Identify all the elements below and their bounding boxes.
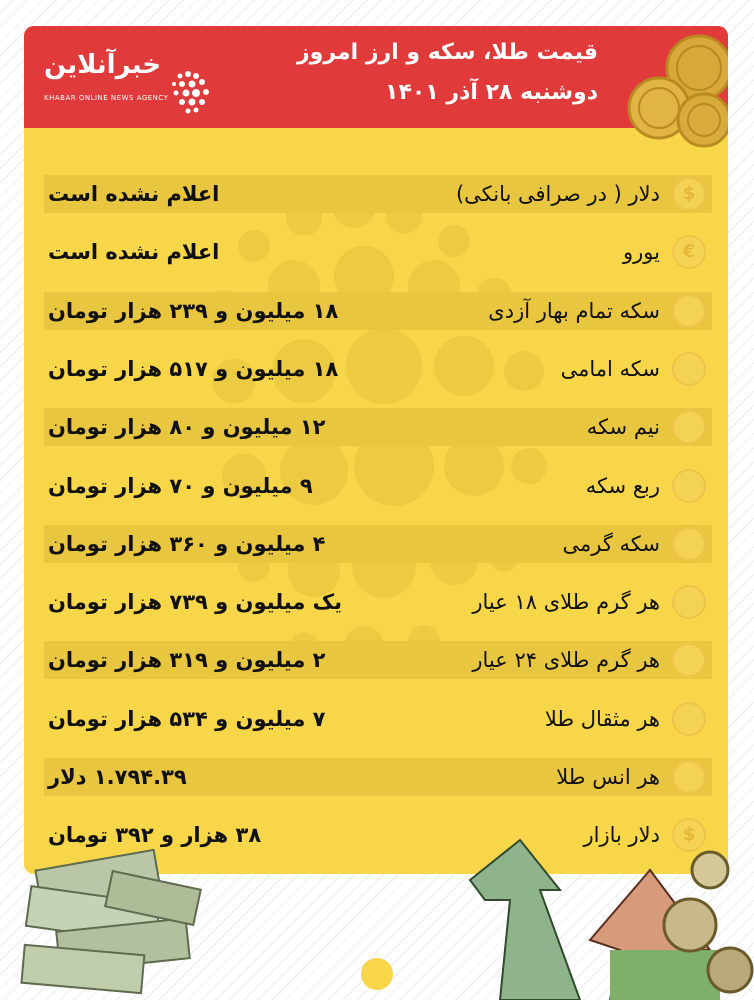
price-row xyxy=(44,350,712,388)
price-row xyxy=(44,292,712,330)
cash-stack-icon xyxy=(18,840,208,1000)
price-row xyxy=(44,525,712,563)
price-label: دلار ( در صرافی بانکی) xyxy=(455,182,660,206)
price-value: ۴ میلیون و ۳۶۰ هزار تومان xyxy=(48,532,326,556)
price-label: سکه تمام بهار آزدی xyxy=(488,299,660,323)
price-value: اعلام نشده است xyxy=(48,240,220,264)
price-row xyxy=(44,175,712,213)
price-value: ۳۸ هزار و ۳۹۲ تومان xyxy=(48,823,262,847)
pagination-dot xyxy=(361,958,393,990)
price-label: نیم سکه xyxy=(586,415,660,439)
price-label: هر گرم طلای ۲۴ عیار xyxy=(472,648,660,672)
price-row xyxy=(44,467,712,505)
price-value: ۲ میلیون و ۳۱۹ هزار تومان xyxy=(48,648,326,672)
price-card xyxy=(24,26,728,874)
coin-icon xyxy=(672,527,706,561)
coin-icon xyxy=(672,702,706,736)
price-label: هر مثقال طلا xyxy=(544,707,660,731)
coin-icon xyxy=(672,352,706,386)
euro-notes-icon xyxy=(440,830,754,1000)
coin-icon xyxy=(672,469,706,503)
price-value: ۱۸ میلیون و ۵۱۷ هزار تومان xyxy=(48,357,339,381)
price-label: ربع سکه xyxy=(585,474,660,498)
price-label: هر گرم طلای ۱۸ عیار xyxy=(472,590,660,614)
logo-text: خبرآنلاین xyxy=(44,50,162,80)
price-label: سکه امامی xyxy=(560,357,660,381)
price-label: هر انس طلا xyxy=(556,765,660,789)
dollar-icon: $ xyxy=(672,177,706,211)
page-date: دوشنبه ۲۸ آذر ۱۴۰۱ xyxy=(385,80,598,105)
price-value: ۹ میلیون و ۷۰ هزار تومان xyxy=(48,474,313,498)
price-value: ۷ میلیون و ۵۳۴ هزار تومان xyxy=(48,707,326,731)
price-row xyxy=(44,583,712,621)
price-row xyxy=(44,700,712,738)
globe-icon xyxy=(162,66,214,118)
price-value: اعلام نشده است xyxy=(48,182,220,206)
price-value: یک میلیون و ۷۳۹ هزار تومان xyxy=(48,590,343,614)
dollar-icon: $ xyxy=(672,818,706,852)
gold-coins-icon xyxy=(624,30,728,148)
coin-icon xyxy=(672,294,706,328)
page-title: قیمت طلا، سکه و ارز امروز xyxy=(296,40,598,65)
coin-icon xyxy=(672,410,706,444)
price-value: ۱۲ میلیون و ۸۰ هزار تومان xyxy=(48,415,326,439)
price-row xyxy=(44,233,712,271)
euro-icon: € xyxy=(672,235,706,269)
logo-subtitle: KHABAR ONLINE NEWS AGENCY xyxy=(44,94,169,102)
coin-icon xyxy=(672,585,706,619)
price-label: سکه گرمی xyxy=(562,532,660,556)
price-label: یورو xyxy=(623,240,660,264)
logo xyxy=(44,50,194,114)
coin-icon xyxy=(672,760,706,794)
price-label: دلار بازار xyxy=(583,823,660,847)
header-banner xyxy=(24,26,728,128)
coin-icon xyxy=(672,643,706,677)
price-row xyxy=(44,641,712,679)
price-row xyxy=(44,758,712,796)
price-value: ۱۸ میلیون و ۲۳۹ هزار تومان xyxy=(48,299,339,323)
price-row xyxy=(44,408,712,446)
price-value: ۱.۷۹۴.۳۹ دلار xyxy=(48,765,187,789)
